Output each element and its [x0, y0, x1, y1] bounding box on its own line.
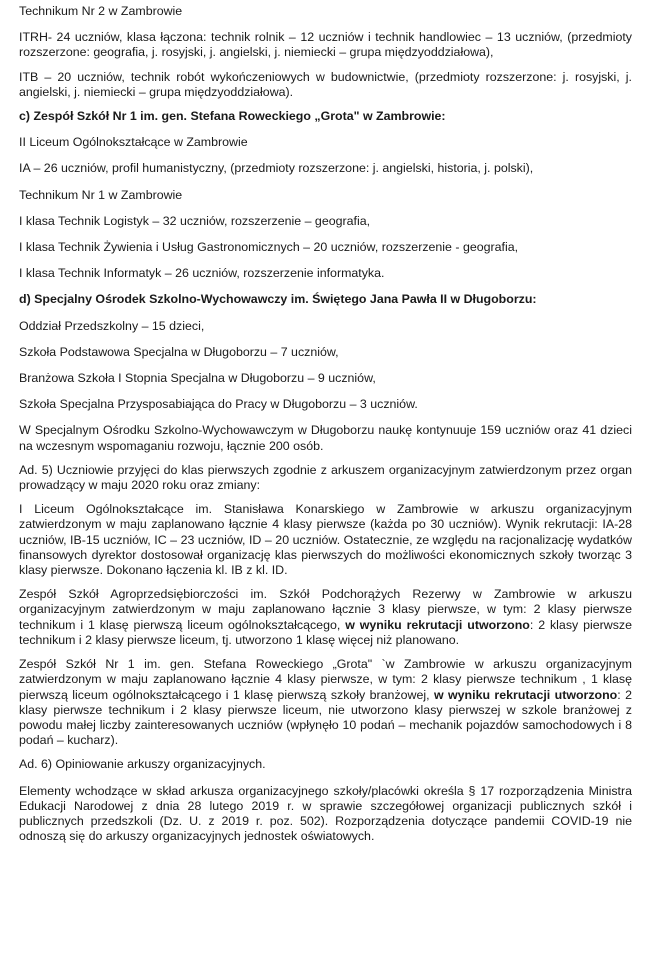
class-ia-paragraph: IA – 26 uczniów, profil humanistyczny, (przedmioty rozszerzone: j. angielski, historia, j. polski),	[19, 161, 534, 176]
class-logistyk-line: I klasa Technik Logistyk – 32 uczniów, rozszerzenie – geografia,	[19, 213, 371, 228]
class-zywienie-line: I klasa Technik Żywienia i Usług Gastronomicznych – 20 uczniów, rozszerzenie - geografia,	[19, 240, 519, 255]
zs1-text-b: : 2 klasy pierwsze technikum i 2 klasy pierwsze liceum, nie utworzono klasy pierwszej w szkole branżowej z powodu małej liczby zainteresowanych uczniów (wpłynęło 10 podań – mechanik pojazdów samochodowych i 8 podań – kucharz).	[19, 687, 632, 748]
school-name-technikum-2: Technikum Nr 2 w Zambrowie	[19, 4, 183, 18]
class-itrh-paragraph: ITRH- 24 uczniów, klasa łączona: technik rolnik – 12 uczniów i technik handlowiec – 13 uczniów, (przedmioty rozszerzone: geografia, j. rosyjski, j. angielski, j. niemiecki – grupa międzyoddziałowa),	[19, 30, 632, 60]
i-lo-paragraph: I Liceum Ogólnokształcące im. Stanisława Konarskiego w Zambrowie w arkuszu organizacyjnym zatwierdzonym w maju zaplanowano łącznie 4 klasy pierwsze (każda po 30 uczniów). Wynik rekrutacji: IA-28 uczniów, IB-15 uczniów, IC – 23 uczniów, ID – 20 uczniów. Ostatecznie, ze względu na racjonalizację wydatków finansowych dyrektor dostosował organizację klas pierwszych do możliwości ekonomicznych szkoły tworząc 3 klasy pierwsze. Dokonano łączenia kl. IB z kl. ID.	[19, 502, 632, 578]
zs1-paragraph	[19, 657, 632, 748]
zsa-paragraph	[19, 587, 632, 648]
section-c-heading: c) Zespół Szkół Nr 1 im. gen. Stefana Roweckiego „Grota" w Zambrowie:	[19, 109, 446, 124]
zs1-bold-text: w wyniku rekrutacji utworzono	[433, 687, 618, 702]
school-name-technikum-1: Technikum Nr 1 w Zambrowie	[19, 187, 183, 202]
zs1-text-a: Zespół Szkół Nr 1 im. gen. Stefana Roweckiego „Grota" `w Zambrowie w arkuszu organizacyjnym zatwierdzonym w maju zaplanowano łącznie 4 klasy pierwsze, w tym: 2 klasy pierwsze technikum , 1 klasę pierwszą liceum ogólnokształcącego i 1 klasę pierwszą szkoły branżowej,	[19, 657, 632, 702]
class-informatyk-line: I klasa Technik Informatyk – 26 uczniów, rozszerzenie informatyka.	[19, 266, 385, 281]
zsa-bold-text: w wyniku rekrutacji utworzono	[345, 617, 530, 632]
szkola-przysposabiajaca-line: Szkoła Specjalna Przysposabiająca do Pracy w Długoborzu – 3 uczniów.	[19, 397, 418, 412]
sosw-summary-paragraph: W Specjalnym Ośrodku Szkolno-Wychowawczym w Długoborzu naukę kontynuuje 159 uczniów oraz 41 dzieci na wczesnym wspomaganiu rozwoju, łącznie 200 osób.	[19, 423, 632, 453]
ad6-line: Ad. 6) Opiniowanie arkuszy organizacyjnych.	[19, 757, 266, 772]
school-name-ii-lo: II Liceum Ogólnokształcące w Zambrowie	[19, 135, 248, 150]
class-itb-paragraph: ITB – 20 uczniów, technik robót wykończeniowych w budownictwie, (przedmioty rozszerzone: j. rosyjski, j. angielski, j. niemiecki – grupa międzyoddziałowa).	[19, 69, 632, 99]
ad5-intro-paragraph: Ad. 5) Uczniowie przyjęci do klas pierwszych zgodnie z arkuszem organizacyjnym zatwierdzonym przez organ prowadzący w maju 2020 roku oraz zmiany:	[19, 462, 632, 493]
branzowa-szkola-line: Branżowa Szkoła I Stopnia Specjalna w Długoborzu – 9 uczniów,	[19, 371, 376, 386]
szkola-podstawowa-line: Szkoła Podstawowa Specjalna w Długoborzu – 7 uczniów,	[19, 344, 339, 359]
regulation-paragraph: Elementy wchodzące w skład arkusza organizacyjnego szkoły/placówki określa § 17 rozporządzenia Ministra Edukacji Narodowej z dnia 28 lutego 2019 r. w sprawie szczegółowej organizacji publicznych szkół i publicznych przedszkoli (Dz. U. z 2019 r. poz. 502). Rozporządzenia dotyczące pandemii COVID-19 nie odnoszą się do arkuszy organizacyjnych jednostek oświatowych.	[19, 783, 632, 844]
section-d-heading: d) Specjalny Ośrodek Szkolno-Wychowawczy im. Świętego Jana Pawła II w Długoborzu:	[19, 292, 537, 307]
oddzial-przedszkolny-line: Oddział Przedszkolny – 15 dzieci,	[19, 318, 205, 333]
zsa-text-a: Zespół Szkół Agroprzedsiębiorczości im. Szkół Podchorążych Rezerwy w Zambrowie w arkuszu organizacyjnym zatwierdzonym w maju zaplanowano łącznie 3 klasy pierwsze, w tym: 2 klasy pierwsze technikum i 1 klasę pierwszą liceum ogólnokształcącego,	[19, 587, 632, 632]
zsa-text-b: : 2 klasy pierwsze technikum i 2 klasy pierwsze liceum, tj. utworzono 1 klasę więcej niż planowano.	[19, 617, 632, 647]
